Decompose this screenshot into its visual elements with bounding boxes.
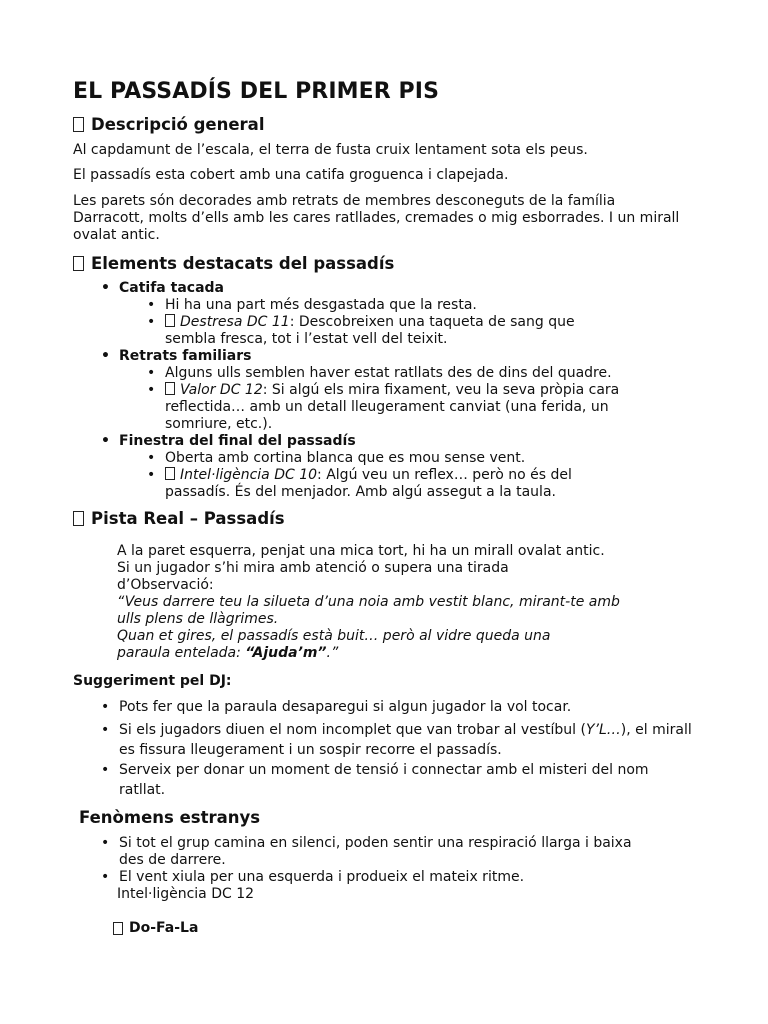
bullet: • — [147, 314, 156, 330]
page-title: EL PASSADÍS DEL PRIMER PIS — [73, 79, 440, 104]
list-item — [101, 280, 224, 297]
item-italic: Y’L… — [585, 722, 621, 738]
subheading-suggeriment: Suggeriment pel DJ: — [73, 673, 232, 689]
list-item — [147, 365, 612, 382]
list-item — [101, 835, 659, 869]
section-heading-elements — [73, 254, 394, 273]
solution-line — [113, 920, 198, 937]
item-text: Si tot el grup camina en silenci, poden sentir una respiració llarga i baixa des de darrere. — [119, 835, 632, 868]
bullet: • — [101, 869, 110, 885]
item-text: Alguns ulls semblen haver estat ratllats des de dins del quadre. — [165, 365, 612, 381]
heading-text: Descripció general — [91, 115, 265, 134]
clue-block — [117, 543, 677, 662]
bullet: • — [101, 280, 110, 296]
clue-quote: “Veus darrere teu la silueta d’una noia amb vestit blanc, mirant-te amb ulls plens de llàgrimes. — [117, 594, 620, 627]
checkbox-icon — [165, 382, 175, 395]
checkbox-icon — [165, 467, 175, 480]
quote-end: .” — [326, 645, 339, 661]
clue-line: A la paret esquerra, penjat una mica tort, hi ha un mirall ovalat antic. — [117, 543, 605, 559]
item-text: Si els jugadors diuen el nom incomplet que van trobar al vestíbul ( — [119, 722, 586, 738]
list-item — [147, 382, 640, 433]
checkbox-icon — [73, 117, 84, 132]
bullet: • — [101, 433, 110, 449]
item-text: : Descobreixen una taqueta de sang que sembla fresca, tot i l’estat vell del teixit. — [165, 314, 575, 347]
list-item — [147, 450, 526, 467]
paragraph: Les parets són decorades amb retrats de membres desconeguts de la família Darracott, molts d’ells amb les cares ratllades, cremades o mig esborrades. I un mirall ovalat antic. — [73, 193, 680, 243]
checkbox-icon — [73, 256, 84, 271]
bullet: • — [101, 699, 110, 715]
bullet: • — [147, 382, 156, 398]
bullet: • — [147, 365, 156, 381]
bullet: • — [101, 835, 110, 851]
bullet: • — [101, 762, 110, 778]
section-heading-fenomens — [79, 808, 260, 827]
check-label: Destresa DC 11 — [180, 314, 290, 330]
item-title: Finestra del final del passadís — [119, 433, 356, 449]
list-item — [101, 760, 679, 800]
check-label: Intel·ligència DC 10 — [180, 467, 318, 483]
bullet: • — [147, 450, 156, 466]
section-heading-descripcio — [73, 115, 264, 134]
item-title: Retrats familiars — [119, 348, 252, 364]
clue-line: Si un jugador s’hi mira amb atenció o supera una tirada d’Observació: — [117, 560, 509, 593]
list-item — [147, 314, 625, 348]
list-item — [101, 720, 699, 760]
item-text: : Algú veu un reflex… però no és del passadís. És del menjador. Amb algú assegut a la taula. — [165, 467, 572, 500]
paragraph: El passadís esta cobert amb una catifa groguenca i clapejada. — [73, 167, 509, 183]
quote-text: Quan et gires, el passadís està buit… però al vidre queda una paraula entelada: — [117, 628, 551, 661]
item-title: Catifa tacada — [119, 280, 224, 296]
heading-text: Elements destacats del passadís — [91, 254, 395, 273]
check-label: Valor DC 12 — [180, 382, 263, 398]
bullet: • — [101, 348, 110, 364]
item-text: Oberta amb cortina blanca que es mou sense vent. — [165, 450, 526, 466]
solution-text: Do-Fa-La — [129, 920, 199, 936]
heading-text: Pista Real – Passadís — [91, 509, 285, 528]
list-item — [101, 699, 699, 716]
item-text: Pots fer que la paraula desaparegui si algun jugador la vol tocar. — [119, 699, 572, 715]
section-heading-pista — [73, 509, 285, 528]
checkbox-icon — [73, 511, 84, 526]
item-text: El vent xiula per una esquerda i produeix el mateix ritme. — [119, 869, 525, 885]
heading-text: Fenòmens estranys — [79, 808, 261, 827]
bullet: • — [147, 467, 156, 483]
item-text: : Si algú els mira fixament, veu la seva pròpia cara reflectida… amb un detall lleugerament canviat (una ferida, un somriure, etc.). — [165, 382, 620, 432]
checkbox-icon — [113, 922, 123, 935]
bullet: • — [101, 722, 110, 738]
paragraph: Al capdamunt de l’escala, el terra de fusta cruix lentament sota els peus. — [73, 142, 588, 158]
checkbox-icon — [165, 314, 175, 327]
list-item — [147, 467, 625, 501]
list-item — [147, 297, 477, 314]
item-text: ), el mirall es fissura lleugerament i un sospir recorre el passadís. — [119, 722, 692, 758]
list-item — [101, 348, 252, 365]
list-item — [101, 433, 356, 450]
item-text: Serveix per donar un moment de tensió i connectar amb el misteri del nom ratllat. — [119, 762, 649, 798]
check-line: Intel·ligència DC 12 — [117, 886, 255, 902]
quote-bold: “Ajuda’m” — [245, 645, 327, 661]
item-text: Hi ha una part més desgastada que la resta. — [165, 297, 477, 313]
bullet: • — [147, 297, 156, 313]
clue-quote — [117, 628, 607, 662]
list-item — [101, 869, 679, 886]
